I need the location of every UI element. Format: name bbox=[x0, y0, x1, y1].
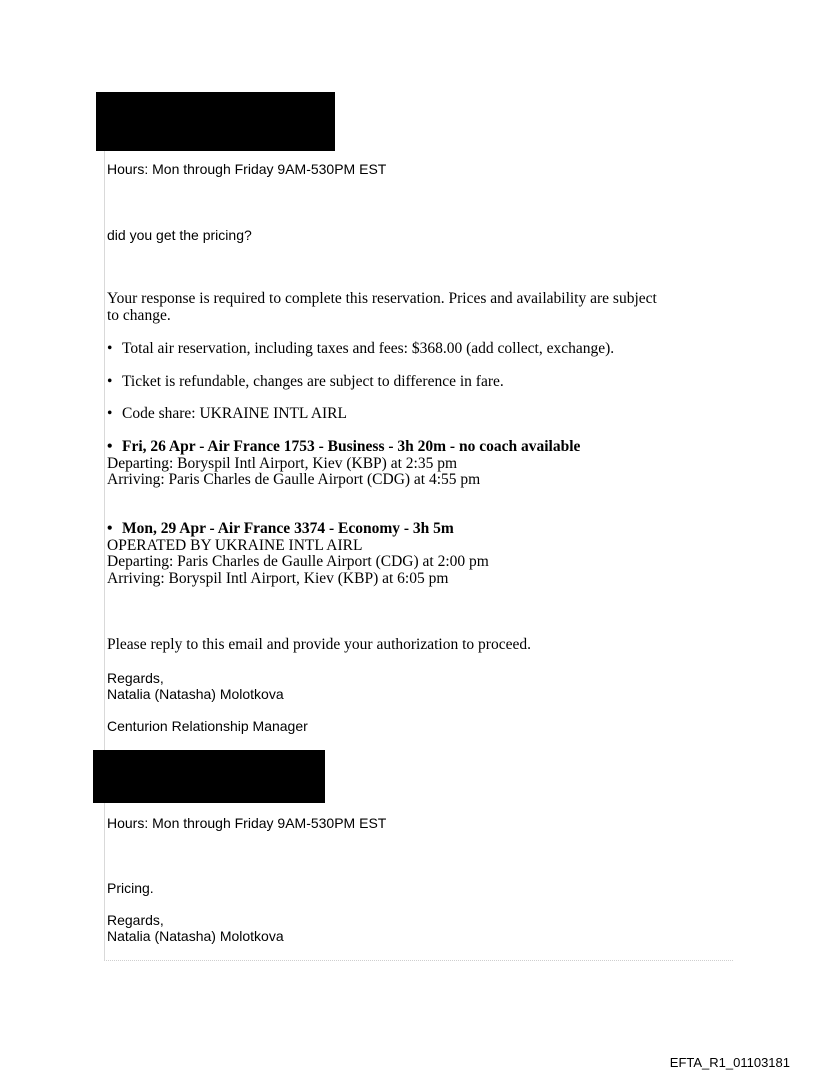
sender-name: Natalia (Natasha) Molotkova bbox=[107, 686, 284, 702]
bullet-total-price: Total air reservation, including taxes and fees: $368.00 (add collect, exchange). bbox=[122, 340, 615, 357]
sender-name: Natalia (Natasha) Molotkova bbox=[107, 928, 284, 944]
redacted-block bbox=[96, 92, 335, 151]
bullet-glyph: • bbox=[107, 405, 113, 422]
hours-line: Hours: Mon through Friday 9AM-530PM EST bbox=[107, 161, 387, 177]
flight-1-departing: Departing: Boryspil Intl Airport, Kiev (KBP) at 2:35 pm bbox=[107, 455, 458, 472]
bullet-code-share: Code share: UKRAINE INTL AIRL bbox=[122, 405, 347, 422]
bullet-glyph: • bbox=[107, 438, 113, 455]
question-line: did you get the pricing? bbox=[107, 227, 252, 243]
regards-line: Regards, bbox=[107, 670, 164, 686]
flight-2-arriving: Arriving: Boryspil Intl Airport, Kiev (KBP) at 6:05 pm bbox=[107, 570, 449, 587]
closing-line: Please reply to this email and provide your authorization to proceed. bbox=[107, 636, 531, 653]
intro-line-2: to change. bbox=[107, 307, 171, 324]
sender-title: Centurion Relationship Manager bbox=[107, 718, 308, 734]
message-body: Pricing. bbox=[107, 880, 154, 896]
bullet-refundable: Ticket is refundable, changes are subject to difference in fare. bbox=[122, 373, 504, 390]
hours-line: Hours: Mon through Friday 9AM-530PM EST bbox=[107, 815, 387, 831]
document-id: EFTA_R1_01103181 bbox=[669, 1055, 790, 1070]
redacted-block bbox=[93, 750, 325, 803]
regards-line: Regards, bbox=[107, 912, 164, 928]
intro-line-1: Your response is required to complete this reservation. Prices and availability are subject bbox=[107, 290, 657, 307]
bullet-glyph: • bbox=[107, 340, 113, 357]
flight-2-departing: Departing: Paris Charles de Gaulle Airport (CDG) at 2:00 pm bbox=[107, 553, 489, 570]
flight-1-arriving: Arriving: Paris Charles de Gaulle Airport (CDG) at 4:55 pm bbox=[107, 471, 481, 488]
bullet-glyph: • bbox=[107, 520, 113, 537]
flight-2-heading: Mon, 29 Apr - Air France 3374 - Economy - 3h 5m bbox=[122, 520, 454, 537]
bullet-glyph: • bbox=[107, 373, 113, 390]
flight-1-heading: Fri, 26 Apr - Air France 1753 - Business - 3h 20m - no coach available bbox=[122, 438, 581, 455]
flight-2-operated-by: OPERATED BY UKRAINE INTL AIRL bbox=[107, 537, 363, 554]
